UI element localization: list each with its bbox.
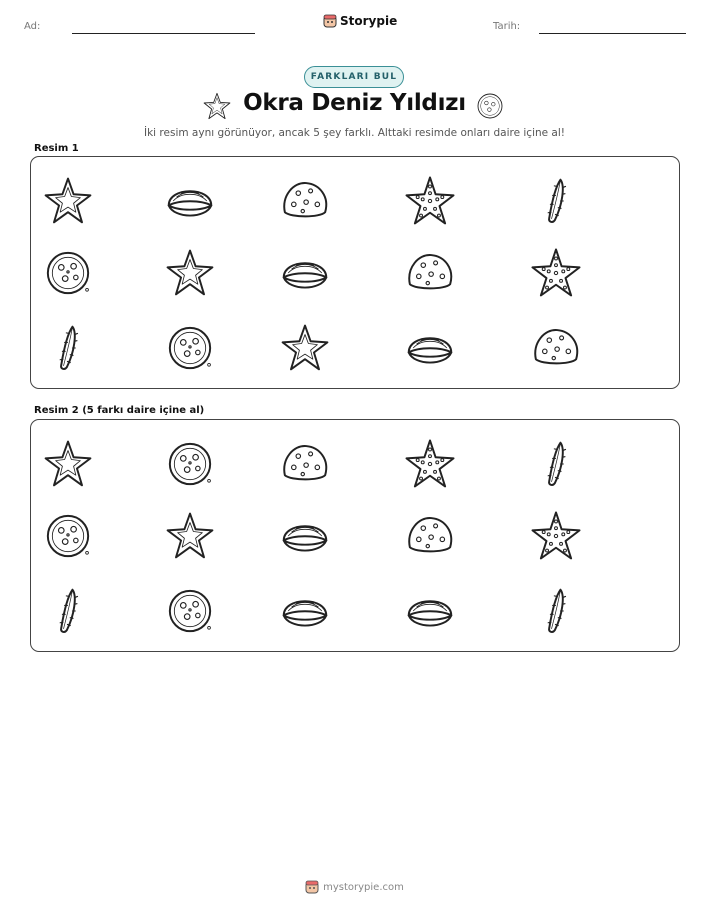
brand-logo xyxy=(323,14,397,28)
brand-name: Storypie xyxy=(340,14,398,28)
date-label: Tarih: xyxy=(493,21,521,32)
sea-cucumber-icon[interactable] xyxy=(528,583,584,639)
clam-icon xyxy=(277,245,333,301)
pizza-title-icon xyxy=(475,91,505,121)
name-line[interactable] xyxy=(72,33,255,34)
starfish-icon xyxy=(277,320,333,376)
starfish-icon xyxy=(40,173,96,229)
page-title: Okra Deniz Yıldızı xyxy=(243,90,466,116)
starfish-icon xyxy=(162,245,218,301)
clam-icon[interactable] xyxy=(402,583,458,639)
clam-icon[interactable] xyxy=(277,508,333,564)
sea-cucumber-icon xyxy=(528,173,584,229)
starfish-dotted-icon[interactable] xyxy=(402,436,458,492)
sea-cucumber-icon xyxy=(40,320,96,376)
starfish-dotted-icon xyxy=(528,245,584,301)
sea-cucumber-icon[interactable] xyxy=(528,436,584,492)
picture2-label: Resim 2 (5 farkı daire içine al) xyxy=(34,405,205,416)
picture2-panel[interactable] xyxy=(30,419,680,652)
starfish-dotted-icon[interactable] xyxy=(528,508,584,564)
category-badge: FARKLARI BUL xyxy=(304,66,404,88)
pizza-icon xyxy=(40,245,96,301)
starfish-icon[interactable] xyxy=(162,508,218,564)
footer-url: mystorypie.com xyxy=(323,881,404,893)
pizza-icon[interactable] xyxy=(40,508,96,564)
pizza-icon[interactable] xyxy=(162,583,218,639)
sea-cucumber-icon[interactable] xyxy=(40,583,96,639)
pizza-icon[interactable] xyxy=(162,436,218,492)
instructions: İki resim aynı görünüyor, ancak 5 şey farklı. Alttaki resimde onları daire içine al! xyxy=(144,127,565,139)
storypie-mascot-icon xyxy=(305,880,319,894)
starfish-dotted-icon xyxy=(402,173,458,229)
picture1-label: Resim 1 xyxy=(34,143,79,154)
coral-icon[interactable] xyxy=(277,436,333,492)
name-label: Ad: xyxy=(24,21,41,32)
coral-icon[interactable] xyxy=(402,508,458,564)
picture1-panel xyxy=(30,156,680,389)
coral-icon xyxy=(277,173,333,229)
clam-icon xyxy=(162,173,218,229)
pizza-icon xyxy=(162,320,218,376)
footer xyxy=(0,880,709,894)
coral-icon xyxy=(402,245,458,301)
coral-icon xyxy=(528,320,584,376)
clam-icon xyxy=(402,320,458,376)
storypie-mascot-icon xyxy=(323,14,337,28)
clam-icon[interactable] xyxy=(277,583,333,639)
starfish-icon[interactable] xyxy=(40,436,96,492)
date-line[interactable] xyxy=(539,33,686,34)
